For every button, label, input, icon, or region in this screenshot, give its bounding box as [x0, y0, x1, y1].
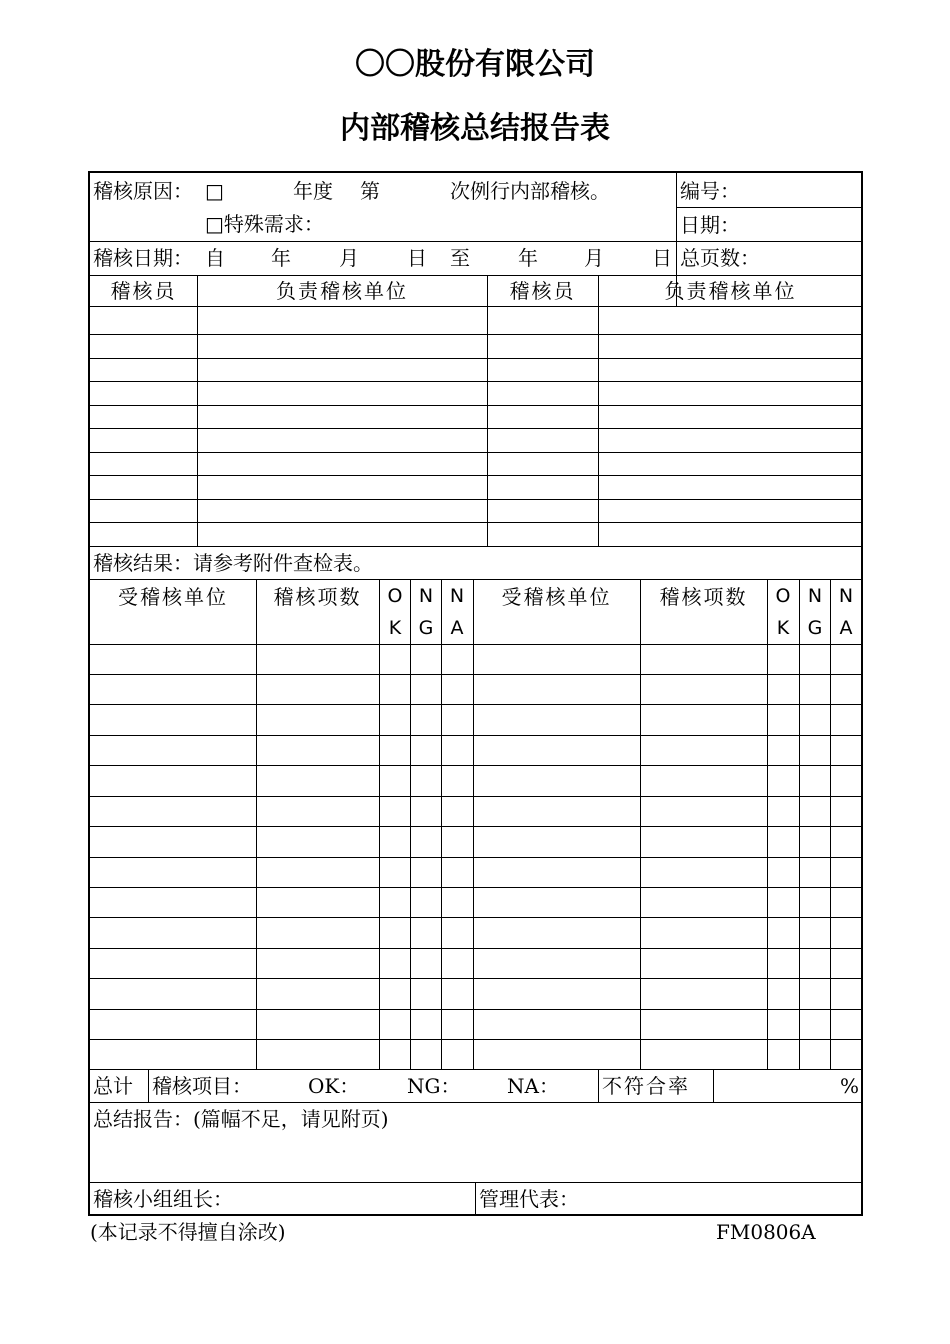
row-line [90, 499, 863, 500]
ok-header-top: O [775, 585, 791, 607]
to-label: 至 [450, 246, 470, 270]
col-line [598, 1069, 599, 1102]
row-line [90, 1039, 863, 1040]
form-table [88, 171, 863, 1216]
day-unit: 日 [407, 246, 427, 270]
row-line [90, 857, 863, 858]
footer-note: (本记录不得擅自涂改) [90, 1220, 286, 1244]
ng-header-top: N [807, 585, 823, 607]
col-line [799, 579, 800, 1069]
summary-label: 总结报告：(篇幅不足，请见附页) [93, 1107, 389, 1131]
regular-audit-label: 次例行内部稽核。 [450, 179, 610, 203]
row-line [676, 207, 863, 208]
month-unit: 月 [339, 246, 359, 270]
special-checkbox-label[interactable]: □特殊需求： [205, 212, 324, 236]
row-line [90, 546, 863, 547]
ok-header-top: O [387, 585, 403, 607]
auditor-header: 稽核员 [509, 279, 576, 303]
row-line [90, 275, 863, 276]
row-line [90, 405, 863, 406]
na-header-bottom: A [839, 617, 853, 639]
audit-date-label: 稽核日期： [93, 246, 193, 270]
row-line [90, 917, 863, 918]
nonconformity-rate-label: 不符合率 [602, 1074, 690, 1098]
na-header-top: N [838, 585, 854, 607]
row-line [90, 674, 863, 675]
row-line [90, 579, 863, 580]
total-label: 总计 [93, 1074, 133, 1098]
company-title: 〇〇股份有限公司 [355, 47, 595, 82]
ng-header-bottom: G [807, 617, 823, 639]
col-line [197, 275, 198, 546]
row-line [90, 644, 863, 645]
form-title: 内部稽核总结报告表 [340, 111, 610, 146]
row-line [90, 978, 863, 979]
number-label: 编号： [680, 179, 740, 203]
unit-header: 负责稽核单位 [276, 279, 408, 303]
col-line [473, 579, 474, 1069]
col-line [410, 579, 411, 1069]
row-line [90, 1102, 863, 1103]
row-line [90, 765, 863, 766]
audited-unit-header: 受稽核单位 [118, 585, 228, 609]
row-line [90, 306, 863, 307]
row-line [90, 358, 863, 359]
regular-checkbox[interactable]: □ [205, 179, 224, 203]
result-label: 稽核结果：请参考附件查检表。 [93, 551, 373, 575]
form-code: FM0806A [716, 1220, 816, 1244]
item-count-header: 稽核项数 [659, 585, 748, 609]
row-line [90, 1069, 863, 1070]
row-line [90, 826, 863, 827]
audited-unit-header: 受稽核单位 [501, 585, 612, 609]
ok-header-bottom: K [388, 617, 402, 639]
ng-header-top: N [418, 585, 434, 607]
di-label: 第 [360, 179, 380, 203]
col-line [713, 1069, 714, 1102]
row-line [90, 334, 863, 335]
ok-header-bottom: K [776, 617, 790, 639]
na-total-label: NA： [507, 1074, 559, 1098]
year-label: 年度 [293, 179, 333, 203]
col-line [441, 579, 442, 1069]
row-line [90, 522, 863, 523]
col-line [256, 579, 257, 1069]
auditor-header: 稽核员 [110, 279, 177, 303]
year-unit: 年 [271, 246, 291, 270]
row-line [90, 452, 863, 453]
row-line [90, 381, 863, 382]
management-rep-label: 管理代表： [479, 1187, 579, 1211]
ng-total-label: NG： [407, 1074, 461, 1098]
year-unit: 年 [518, 246, 538, 270]
row-line [90, 428, 863, 429]
row-line [90, 948, 863, 949]
row-line [90, 241, 863, 242]
col-line [379, 579, 380, 1069]
unit-header: 负责稽核单位 [664, 279, 797, 303]
col-line [767, 579, 768, 1069]
ok-total-label: OK： [308, 1074, 360, 1098]
from-label: 自 [205, 246, 225, 270]
na-header-bottom: A [450, 617, 464, 639]
col-line [640, 579, 641, 1069]
row-line [90, 475, 863, 476]
col-line [148, 1069, 149, 1102]
reason-label: 稽核原因： [93, 179, 193, 203]
row-line [90, 704, 863, 705]
item-count-header: 稽核项数 [273, 585, 362, 609]
row-line [90, 1009, 863, 1010]
team-leader-label: 稽核小组组长： [93, 1187, 233, 1211]
total-pages-label: 总页数： [680, 246, 760, 270]
col-line [830, 579, 831, 1069]
row-line [90, 887, 863, 888]
col-line [475, 1182, 476, 1216]
row-line [90, 735, 863, 736]
day-unit: 日 [652, 246, 672, 270]
ng-header-bottom: G [418, 617, 434, 639]
row-line [90, 1182, 863, 1183]
percent-sign: % [840, 1074, 860, 1098]
na-header-top: N [449, 585, 465, 607]
month-unit: 月 [584, 246, 604, 270]
date-label: 日期： [680, 213, 740, 237]
audit-items-label: 稽核项目： [152, 1074, 252, 1098]
col-line [598, 275, 599, 546]
row-line [90, 796, 863, 797]
col-line [487, 275, 488, 546]
